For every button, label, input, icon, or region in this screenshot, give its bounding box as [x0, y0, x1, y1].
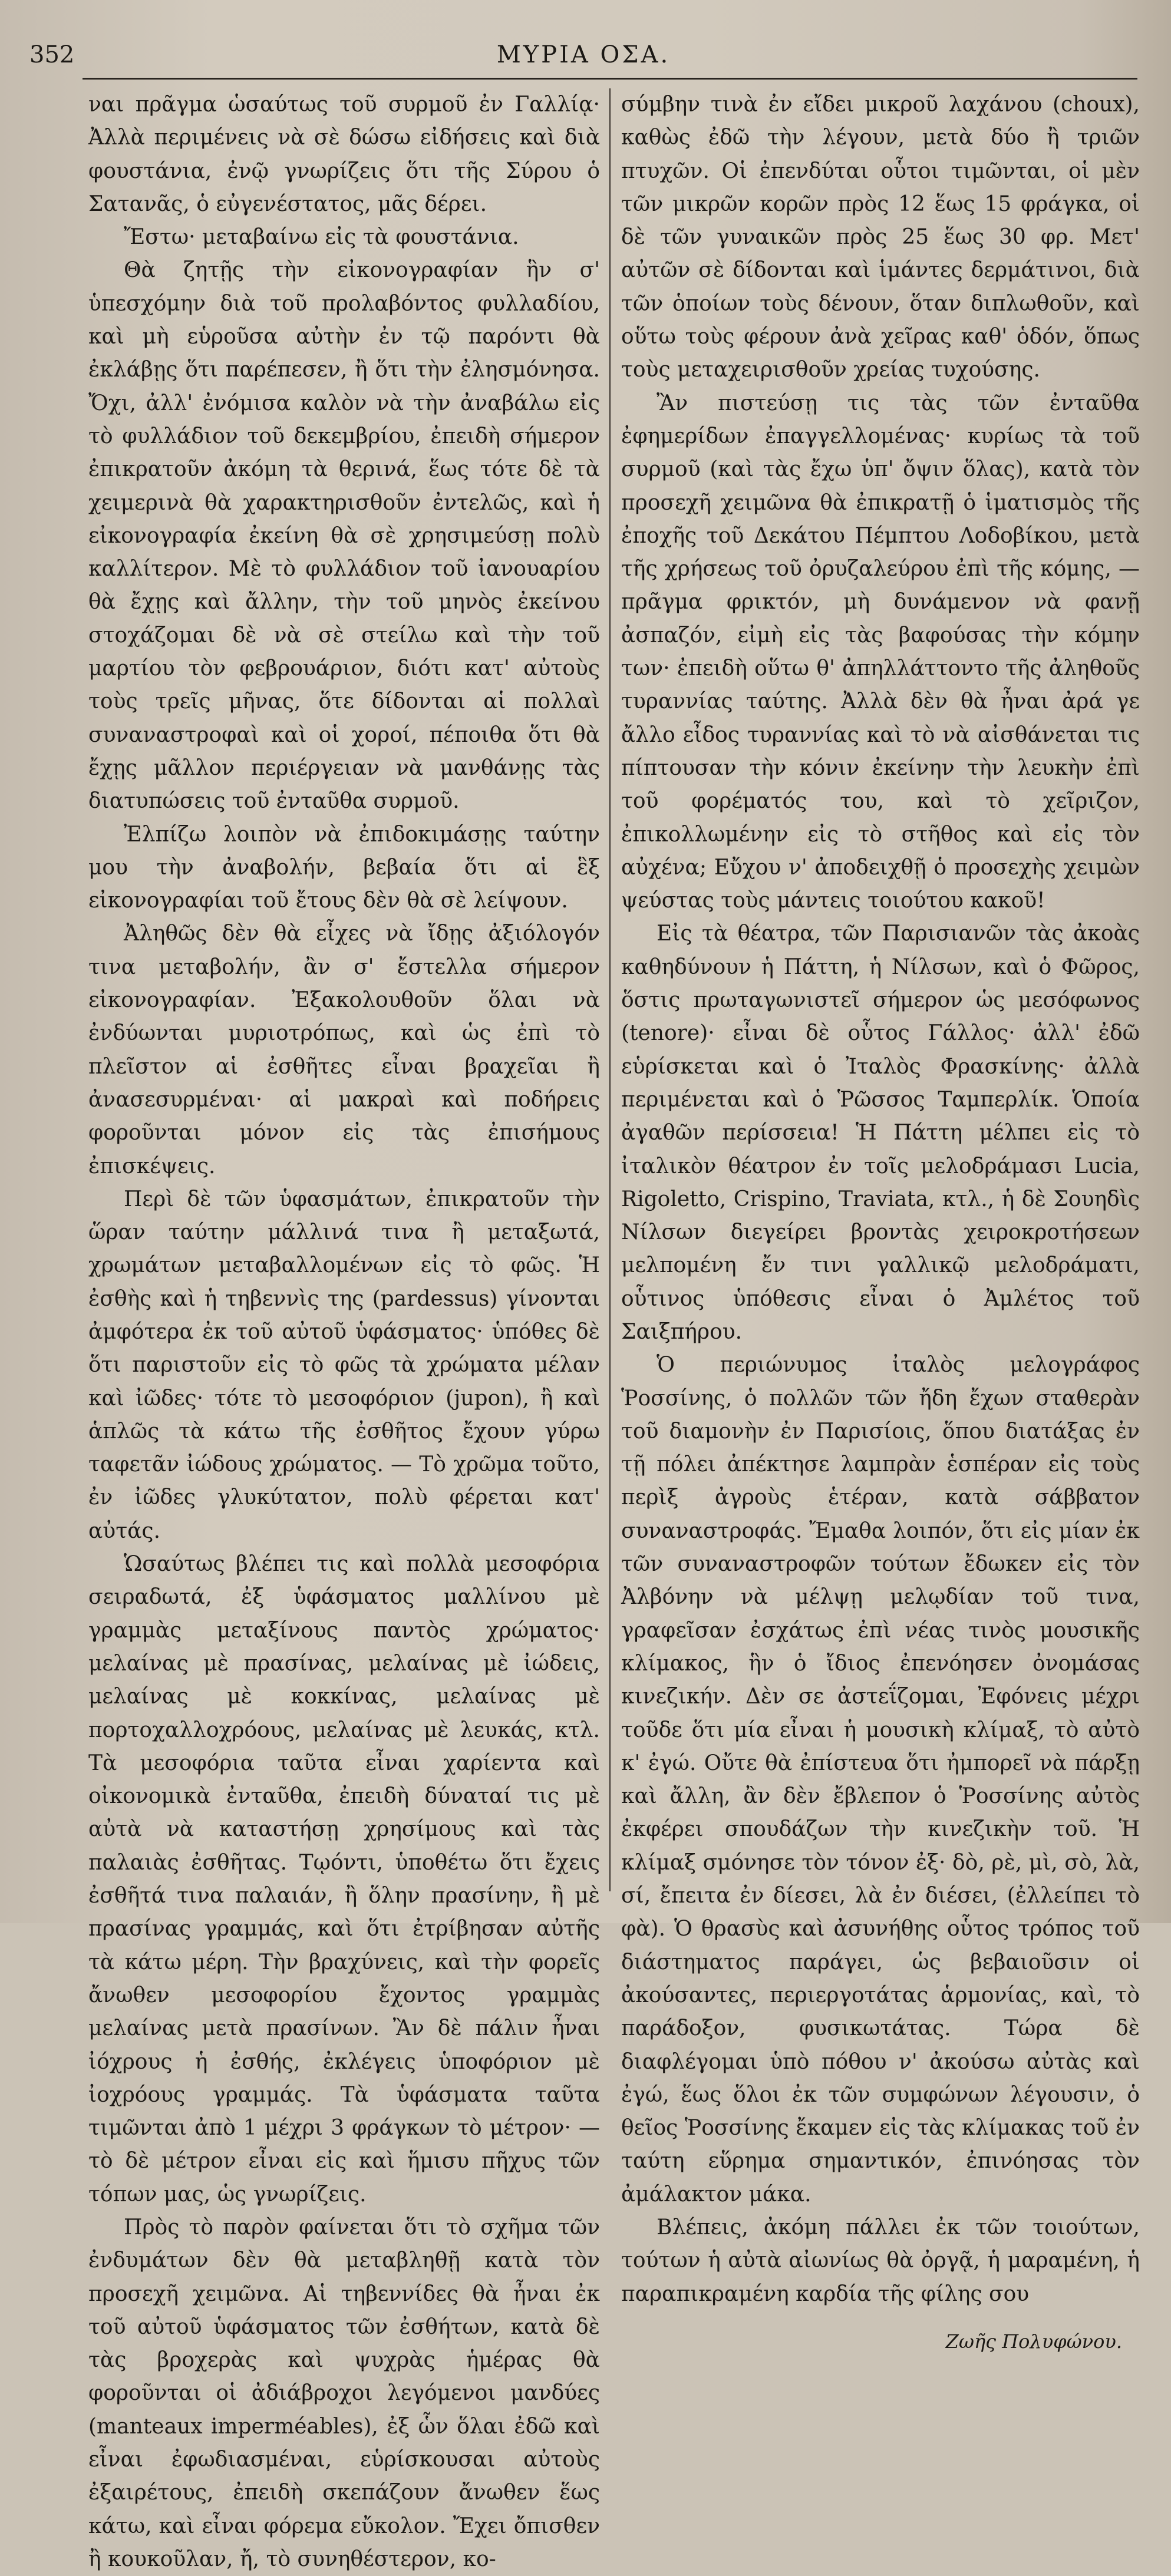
header-rule	[83, 78, 1137, 80]
paragraph: Εἰς τὰ θέατρα, τῶν Παρισιανῶν τὰς ἀκοὰς καθηδύνουν ἡ Πάττη, ἡ Νίλσων, καὶ ὁ Φῶρος, ὅστις πρωταγωνιστεῖ σήμερον ὡς μεσόφωνος (tenore)· εἶναι δὲ οὗτος Γάλλος· ἀλλ' ἐδῶ εὑρίσκεται καὶ ὁ Ἰταλὸς Φρασκίνης· ἀλλὰ περιμένεται καὶ ὁ Ῥῶσσος Ταμπερλίκ. Ὁποία ἀγαθῶν περίσσεια! Ἡ Πάττη μέλπει εἰς τὸ ἰταλικὸν θέατρον ἐν τοῖς μελοδράμασι Lucia, Rigoletto, Crispino, Traviata, κτλ., ἡ δὲ Σουηδὶς Νίλσων διεγείρει βροντὰς χειροκροτήσεων μελπομένη ἔν τινι γαλλικῷ μελοδράματι, οὗτινος ὑπόθεσις εἶναι ὁ Ἀμλέτος τοῦ Σαιξπήρου.	[621, 922, 1140, 1344]
paragraph: Πρὸς τὸ παρὸν φαίνεται ὅτι τὸ σχῆμα τῶν ἐνδυμάτων δὲν θὰ μεταβληθῇ κατὰ τὸν προσεχῆ χειμῶνα. Αἱ τηβεννίδες θὰ ἦναι ἐκ τοῦ αὐτοῦ ὑφάσματος τῶν ἐσθήτων, κατὰ δὲ τὰς βροχερὰς καὶ ψυχρὰς ἡμέρας θὰ φοροῦνται οἱ ἀδιάβροχοι λεγόμενοι μανδύες (manteaux imperméables), ἐξ ὧν ὅλαι ἐδῶ καὶ εἶναι ἐφωδιασμέναι, εὑρίσκουσαι αὐτοὺς ἐξαιρέτους, ἐπειδὴ σκεπάζουν ἄνωθεν ἕως κάτω, καὶ εἶναι φόρεμα εὔκολον. Ἔχει ὄπισθεν ἢ κουκοῦλαν, ἤ, τὸ συνηθέστερον, κο-	[88, 2215, 600, 2571]
page-header	[29, 34, 1137, 75]
paragraph: Ἔστω· μεταβαίνω εἰς τὰ φουστάνια.	[124, 225, 519, 250]
paragraph: Ἀληθῶς δὲν θὰ εἶχες νὰ ἴδῃς ἀξιόλογόν τινα μεταβολήν, ἂν σ' ἔστελλα σήμερον εἰκονογραφίαν. Ἐξακολουθοῦν ὅλαι νὰ ἐνδύωνται μυριοτρόπως, καὶ ὡς ἐπὶ τὸ πλεῖστον αἱ ἐσθῆτες εἶναι βραχεῖαι ἢ ἀνασεσυρμέναι· αἱ μακραὶ καὶ ποδήρεις φοροῦνται μόνον εἰς τὰς ἐπισήμους ἐπισκέψεις.	[88, 922, 600, 1178]
paragraph: σύμβην τινὰ ἐν εἴδει μικροῦ λαχάνου (choux), καθὼς ἐδῶ τὴν λέγουν, μετὰ δύο ἢ τριῶν πτυχῶν. Οἱ ἐπενδύται οὗτοι τιμῶνται, οἱ μὲν τῶν μικρῶν κορῶν πρὸς 12 ἕως 15 φράγκα, οἱ δὲ τῶν γυναικῶν πρὸς 25 ἕως 30 φρ. Μετ' αὐτῶν σὲ δίδονται καὶ ἱμάντες δερμάτινοι, διὰ τῶν ὁποίων τοὺς δένουν, ὅταν διπλωθοῦν, καὶ οὕτω τοὺς φέρουν ἀνὰ χεῖρας καθ' ὁδόν, ὅπως τοὺς μεταχειρισθοῦν χρείας τυχούσης.	[621, 93, 1140, 382]
running-head: ΜΥΡΙΑ ΟΣΑ.	[496, 41, 671, 68]
right-column	[621, 88, 1140, 2353]
paragraph: Ὁ περιώνυμος ἰταλὸς μελογράφος Ῥοσσίνης, ὁ πολλῶν τῶν ἤδη ἔχων σταθερὰν τοῦ διαμονὴν ἐν Παρισίοις, ὅπου διατάξας ἐν τῇ πόλει ἀπέκτησε λαμπρὰν ἑσπέραν εἰς τοὺς περὶξ ἀγροὺς ἑτέραν, κατὰ σάββατον συναναστροφάς. Ἔμαθα λοιπόν, ὅτι εἰς μίαν ἐκ τῶν συναναστροφῶν τούτων ἔδωκεν εἰς τὸν Ἀλβόνην νὰ μέλψῃ μελῳδίαν τοῦ τινα, γραφεῖσαν ἐσχάτως ἐπὶ νέας τινὸς μουσικῆς κλίμακος, ἣν ὁ ἴδιος ἐπενόησεν ὀνομάσας κινεζικήν. Δὲν σε ἀστεΐζομαι, Ἐφόνεις μέχρι τοῦδε ὅτι μία εἶναι ἡ μουσικὴ κλίμαξ, τὸ αὐτὸ κ' ἐγώ. Οὔτε θὰ ἐπίστευα ὅτι ἠμπορεῖ νὰ πάρξῃ καὶ ἄλλη, ἂν δὲν ἔβλεπον ὁ Ῥοσσίνης αὐτὸς ἐκφέρει σπουδάζων τὴν κινεζικὴν τοῦ. Ἡ κλίμαξ σμόνησε τὸν τόνον ἐξ· δὸ, ρὲ, μὶ, σὸ, λὰ, σί, ἔπειτα ἐν δίεσει, λὰ ἐν διέσει, (ἐλλείπει τὸ φὰ). Ὁ θρασὺς καὶ ἀσυνήθης οὗτος τρόπος τοῦ διάστηματος παράγει, ὡς βεβαιοῦσιν οἱ ἀκούσαντες, περιεργοτάτας ἁρμονίας, καὶ, τὸ παράδοξον, φυσικωτάτας. Τώρα δὲ διαφλέγομαι ὑπὸ πόθου ν' ἀκούσω αὐτὰς καὶ ἐγώ, ἕως ὅλοι ἐκ τῶν συμφώνων λέγουσιν, ὁ θεῖος Ῥοσσίνης ἔκαμεν εἰς τὰς κλίμακας τοῦ ἐν ταύτη εὕρημα σημαντικόν, ἐπινόησας τὸν ἀμάλακτον μάκα.	[621, 1353, 1140, 2207]
paragraph: Ἂν πιστεύσῃ τις τὰς τῶν ἐνταῦθα ἐφημερίδων ἐπαγγελλομένας· κυρίως τὰ τοῦ συρμοῦ (καὶ τὰς ἔχω ὑπ' ὄψιν ὅλας), κατὰ τὸν προσεχῆ χειμῶνα θὰ ἐπικρατῇ ὁ ἱματισμὸς τῆς ἐποχῆς τοῦ Δεκάτου Πέμπτου Λοδοβίκου, μετὰ τῆς χρήσεως τοῦ ὀρυζαλεύρου ἐπὶ τῆς κόμης, — πρᾶγμα φρικτόν, μὴ δυνάμενον νὰ φανῇ ἀσπαζόν, εἰμὴ εἰς τὰς βαφούσας τὴν κόμην των· ἐπειδὴ οὕτω θ' ἀπηλλάττοντο τῆς ἀληθοῦς τυραννίας ταύτης. Ἀλλὰ δὲν θὰ ἦναι ἀρά γε ἄλλο εἶδος τυραννίας καὶ τὸ νὰ αἰσθάνεται τις πίπτουσαν τὴν κόνιν ἐκείνην τὴν λευκὴν ἐπὶ τοῦ φορέματός του, καὶ τὸ χεῖριζον, ἐπικολλωμένην εἰς τὸ στῆθος καὶ εἰς τὸν αὐχένα; Εὔχου ν' ἀποδειχθῇ ὁ προσεχὴς χειμὼν ψεύστας τοὺς μάντεις τοιούτου κακοῦ!	[621, 391, 1140, 913]
paragraph: Ἐλπίζω λοιπὸν νὰ ἐπιδοκιμάσῃς ταύτην μου τὴν ἀναβολήν, βεβαία ὅτι αἱ ἓξ εἰκονογραφίαι τοῦ ἔτους δὲν θὰ σὲ λείψουν.	[88, 822, 600, 913]
paragraph: Περὶ δὲ τῶν ὑφασμάτων, ἐπικρατοῦν τὴν ὥραν ταύτην μάλλινά τινα ἢ μεταξωτά, χρωμάτων μεταβαλλομένων εἰς τὸ φῶς. Ἡ ἐσθὴς καὶ ἡ τηβεννὶς της (pardessus) γίνονται ἀμφότερα ἐκ τοῦ αὐτοῦ ὑφάσματος· ὑπόθες δὲ ὅτι παριστοῦν εἰς τὸ φῶς τὰ χρώματα μέλαν καὶ ἰῶδες· τότε τὸ μεσοφόριον (jupon), ἢ καὶ ἁπλῶς τὰ κάτω τῆς ἐσθῆτος ἔχουν γύρω ταφετᾶν ἰώδους χρώματος. — Τὸ χρῶμα τοῦτο, ἐν ἰῶδες γλυκύτατον, πολὺ φέρεται κατ' αὐτάς.	[88, 1187, 600, 1543]
column-divider	[609, 88, 611, 1891]
signature: Ζωῆς Πολυφώνου.	[945, 2330, 1122, 2353]
page-number: 352	[29, 41, 75, 68]
paragraph: Θὰ ζητῇς τὴν εἰκονογραφίαν ἣν σ' ὑπεσχόμην διὰ τοῦ προλαβόντος φυλλαδίου, καὶ μὴ εὑροῦσα αὐτὴν ἐν τῷ παρόντι θὰ ἐκλάβῃς ὅτι παρέπεσεν, ἢ ὅτι τὴν ἐλησμόνησα. Ὄχι, ἀλλ' ἐνόμισα καλὸν νὰ τὴν ἀναβάλω εἰς τὸ φυλλάδιον τοῦ δεκεμβρίου, ἐπειδὴ σήμερον ἐπικρατοῦν ἀκόμη τὰ θερινά, ἕως τότε δὲ τὰ χειμερινὰ θὰ χαρακτηρισθοῦν ἐντελῶς, καὶ ἡ εἰκονογραφία ἐκείνη θὰ σὲ χρησιμεύσῃ πολὺ καλλίτερον. Μὲ τὸ φυλλάδιον τοῦ ἰανουαρίου θὰ ἔχῃς καὶ ἄλλην, τὴν τοῦ μηνὸς ἐκείνου στοχάζομαι δὲ νὰ σὲ στείλω καὶ τὴν τοῦ μαρτίου τὸν φεβρουάριον, διότι κατ' αὐτοὺς τοὺς τρεῖς μῆνας, ὅτε δίδονται αἱ πολλαὶ συναναστροφαὶ καὶ οἱ χοροί, πέποιθα ὅτι θὰ ἔχῃς μᾶλλον περιέργειαν νὰ μανθάνῃς τὰς διατυπώσεις τοῦ ἐνταῦθα συρμοῦ.	[88, 258, 600, 814]
paragraph: Βλέπεις, ἀκόμη πάλλει ἐκ τῶν τοιούτων, τούτων ἡ αὐτὰ αἰωνίως θὰ ὀργᾷ, ἡ μαραμένη, ἡ παραπικραμένη καρδία τῆς φίλης σου	[621, 2215, 1140, 2306]
paragraph: ναι πρᾶγμα ὡσαύτως τοῦ συρμοῦ ἐν Γαλλίᾳ· Ἀλλὰ περιμένεις νὰ σὲ δώσω εἰδήσεις καὶ διὰ φουστάνια, ἐνῷ γνωρίζεις ὅτι τῆς Σύρου ὁ Σατανᾶς, ὁ εὐγενέστατος, μᾶς δέρει.	[88, 93, 600, 216]
paragraph: Ὡσαύτως βλέπει τις καὶ πολλὰ μεσοφόρια σειραδωτά, ἐξ ὑφάσματος μαλλίνου μὲ γραμμὰς μεταξίνους παντὸς χρώματος· μελαίνας μὲ πρασίνας, μελαίνας μὲ ἰώδεις, μελαίνας μὲ κοκκίνας, μελαίνας μὲ πορτοχαλλοχρόους, μελαίνας μὲ λευκάς, κτλ. Τὰ μεσοφόρια ταῦτα εἶναι χαρίεντα καὶ οἰκονομικὰ ἐνταῦθα, ἐπειδὴ δύναταί τις μὲ αὐτὰ νὰ καταστήσῃ χρησίμους καὶ τὰς παλαιὰς ἐσθῆτας. Τῳόντι, ὑποθέτω ὅτι ἔχεις ἐσθῆτά τινα παλαιάν, ἢ ὅλην πρασίνην, ἢ μὲ πρασίνας γραμμάς, καὶ ὅτι ἐτρίβησαν αὐτῆς τὰ κάτω μέρη. Τὴν βραχύνεις, καὶ τὴν φορεῖς ἄνωθεν μεσοφορίου ἔχοντος γραμμὰς μελαίνας μετὰ πρασίνων. Ἂν δὲ πάλιν ἦναι ἰόχρους ἡ ἐσθής, ἐκλέγεις ὑποφόριον μὲ ἰοχρόους γραμμάς. Τὰ ὑφάσματα ταῦτα τιμῶνται ἀπὸ 1 μέχρι 3 φράγκων τὸ μέτρον· — τὸ δὲ μέτρον εἶναι εἰς καὶ ἥμισυ πῆχυς τῶν τόπων μας, ὡς γνωρίζεις.	[88, 1552, 600, 2207]
left-column	[88, 88, 600, 2571]
